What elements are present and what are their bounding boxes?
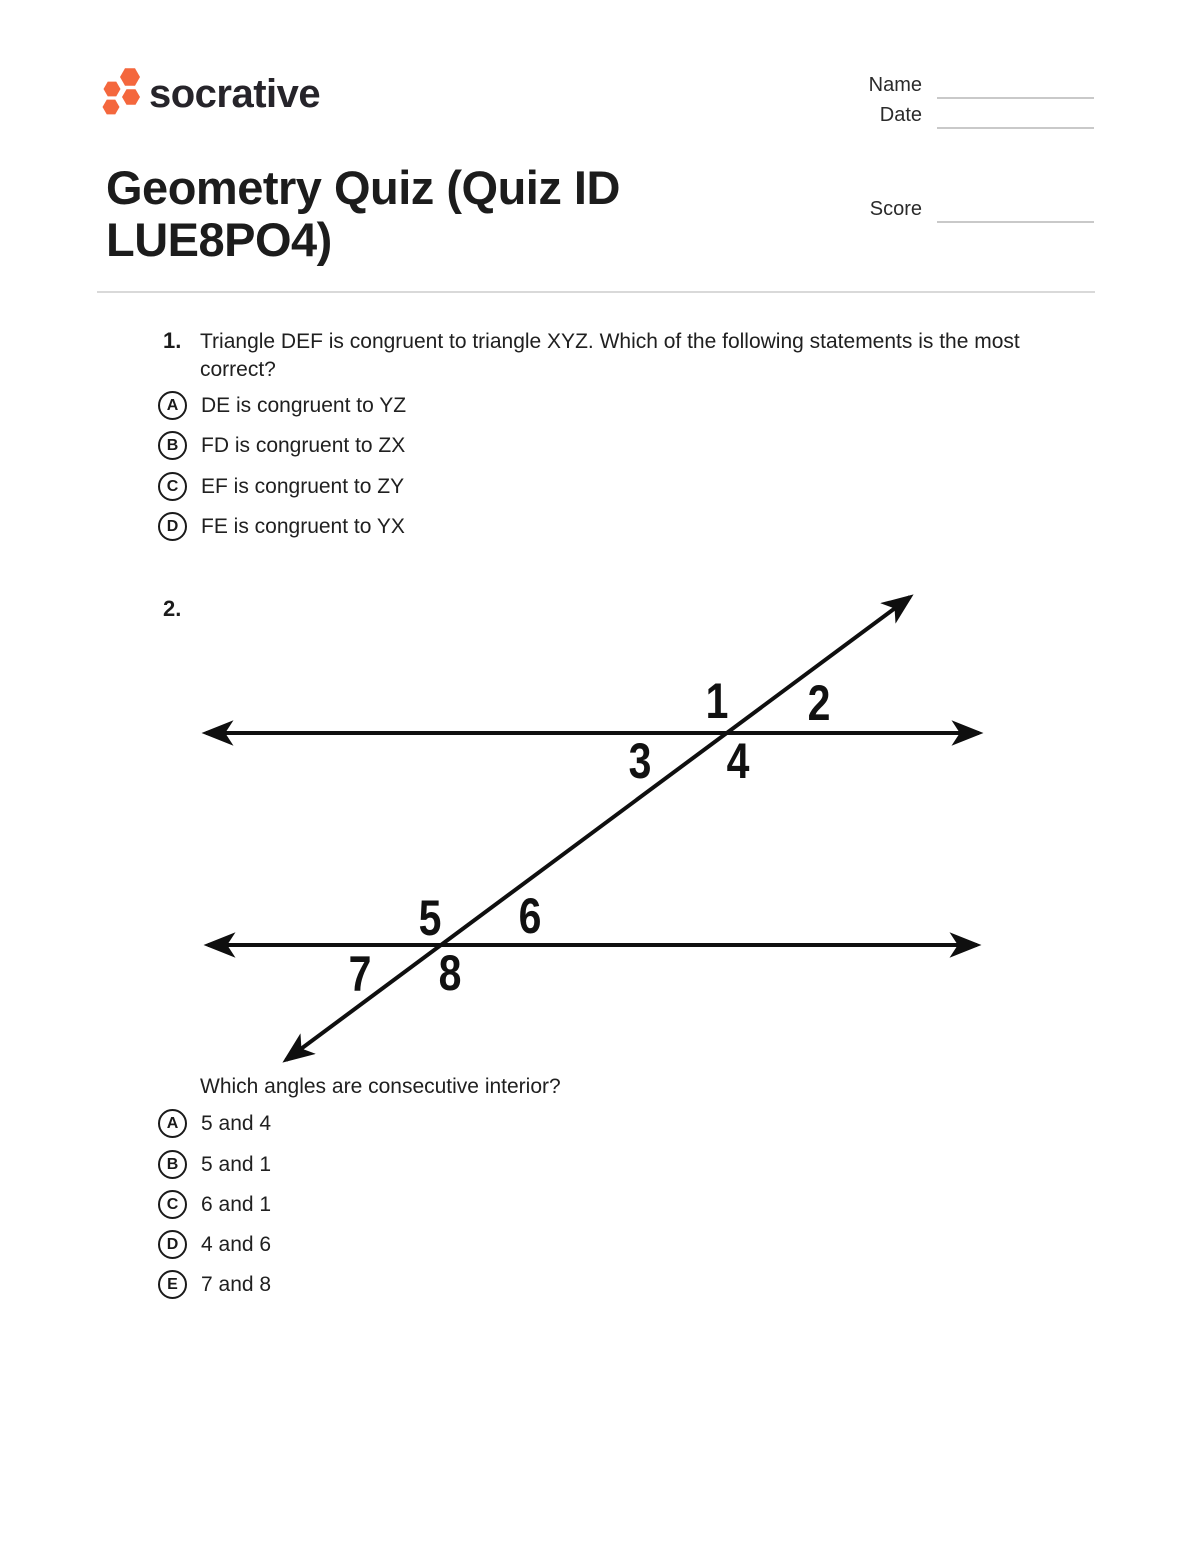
q1-option-a-bubble[interactable]: A — [158, 391, 187, 420]
angle-label-5: 5 — [418, 890, 442, 946]
q1-option-b — [158, 431, 405, 460]
date-blank-line[interactable] — [937, 107, 1094, 129]
name-blank-line[interactable] — [937, 77, 1094, 99]
q2-option-a-bubble[interactable]: A — [158, 1109, 187, 1138]
q2-option-e-text: 7 and 8 — [201, 1272, 272, 1296]
q2-option-c-bubble[interactable]: C — [158, 1190, 187, 1219]
q1-option-d-text: FE is congruent to YX — [201, 514, 405, 538]
header-divider — [97, 291, 1095, 293]
q2-option-d — [158, 1230, 271, 1259]
q2-option-e — [158, 1270, 271, 1299]
name-field-row — [866, 74, 1094, 99]
q1-option-b-bubble[interactable]: B — [158, 431, 187, 460]
q2-option-d-bubble[interactable]: D — [158, 1230, 187, 1259]
q1-option-a — [158, 391, 406, 420]
score-blank-line[interactable] — [937, 201, 1094, 223]
logo-hexagons-icon — [96, 62, 146, 118]
parallel-lines-transversal-diagram — [180, 585, 1010, 1070]
q2-option-b-bubble[interactable]: B — [158, 1150, 187, 1179]
q2-option-b — [158, 1150, 271, 1179]
q2-option-c-text: 6 and 1 — [201, 1192, 272, 1216]
q1-option-c-text: EF is congruent to ZY — [201, 474, 405, 498]
q1-option-c — [158, 472, 404, 501]
score-field-row — [866, 198, 1094, 223]
question-1-number: 1. — [163, 328, 182, 353]
question-1-text: Triangle DEF is congruent to triangle XYZ. Which of the following statements is the most correct? — [200, 330, 1020, 381]
q1-option-c-bubble[interactable]: C — [158, 472, 187, 501]
page-title: Geometry Quiz (Quiz ID LUE8PO4) — [106, 161, 620, 266]
angle-label-7: 7 — [348, 946, 372, 1002]
date-label: Date — [879, 104, 922, 126]
q2-option-b-text: 5 and 1 — [201, 1152, 272, 1176]
logo-wordmark: socrative — [149, 72, 321, 116]
q1-option-b-text: FD is congruent to ZX — [201, 433, 406, 457]
q2-option-c — [158, 1190, 271, 1219]
q2-option-a-text: 5 and 4 — [201, 1111, 272, 1135]
q2-option-d-text: 4 and 6 — [201, 1232, 272, 1256]
q2-option-e-bubble[interactable]: E — [158, 1270, 187, 1299]
name-label: Name — [868, 74, 922, 96]
q2-option-a — [158, 1109, 271, 1138]
transversal-line — [286, 597, 910, 1060]
question-2-text: Which angles are consecutive interior? — [200, 1075, 561, 1098]
q1-option-a-text: DE is congruent to YZ — [201, 393, 407, 417]
score-label: Score — [869, 198, 922, 220]
angle-label-2: 2 — [807, 675, 831, 731]
angle-label-3: 3 — [628, 733, 652, 789]
date-field-row — [866, 104, 1094, 129]
angle-label-6: 6 — [518, 888, 542, 944]
question-2-number: 2. — [163, 596, 182, 621]
angle-label-4: 4 — [726, 733, 750, 789]
q1-option-d-bubble[interactable]: D — [158, 512, 187, 541]
angle-label-1: 1 — [705, 673, 729, 729]
q1-option-d — [158, 512, 405, 541]
angle-label-8: 8 — [438, 945, 462, 1001]
